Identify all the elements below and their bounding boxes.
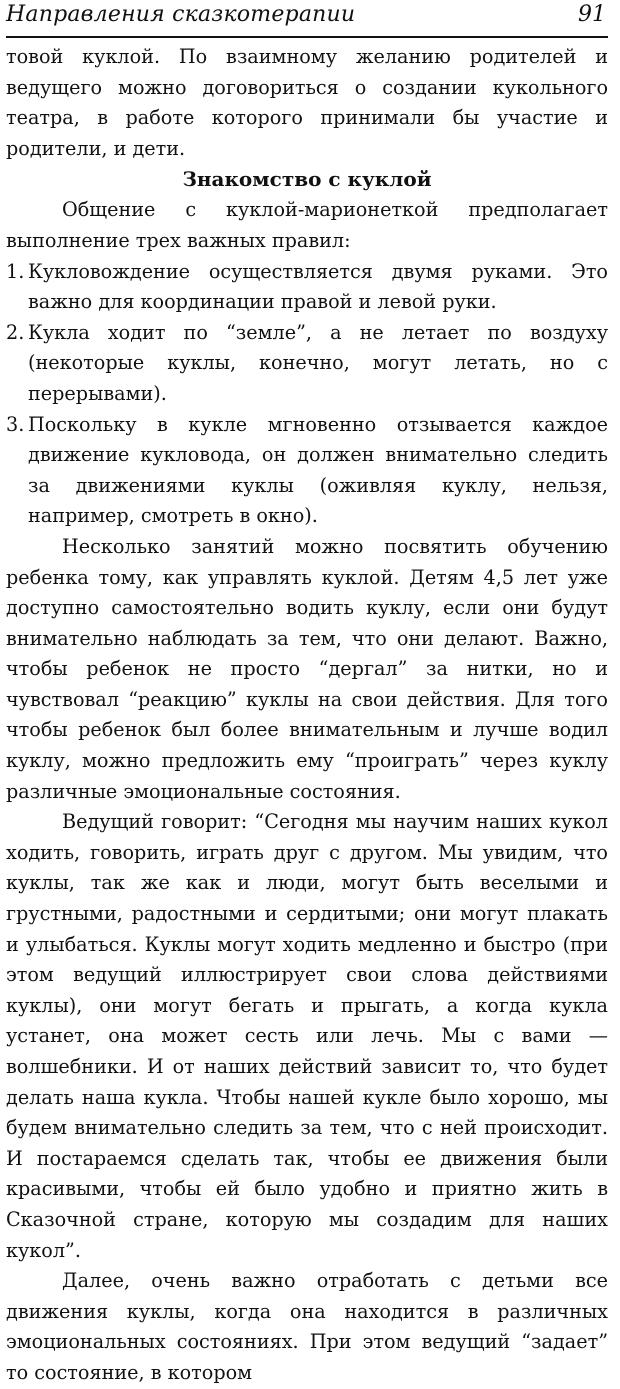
list-item-text: Поскольку в кукле мгновенно отзывается каждое движение кукловода, он должен внимательно следить за движениями куклы (оживляя куклу, нельзя, например, смотреть в окно). — [28, 412, 608, 528]
page-number: 91 — [578, 2, 606, 27]
list-item-number: 1. — [6, 259, 25, 283]
paragraph-rules-intro: Общение с куклой-марионеткой предполагает выполнение трех важных правил: — [6, 198, 608, 252]
list-item-text: Кукла ходит по “земле”, а не летает по воздуху (некоторые куклы, конечно, могут летать, но с перерывами). — [28, 320, 608, 405]
paragraph-continued: товой куклой. По взаимному желанию родителей и ведущего можно договориться о создании кукольного театра, в работе которого принимали бы участие и родители, и дети. — [6, 45, 608, 160]
list-item — [6, 257, 608, 318]
list-item — [6, 318, 608, 410]
rules-list — [6, 257, 608, 532]
paragraph-movements: Далее, очень важно отработать с детьми все движения куклы, когда она находится в различных эмоциональных состояниях. При этом ведущий “задает” то состояние, в котором — [6, 1269, 608, 1384]
body-text — [6, 42, 608, 1389]
running-head — [6, 0, 608, 38]
list-item-text: Кукловождение осуществляется двумя руками. Это важно для координации правой и левой руки. — [28, 259, 608, 314]
paragraph-leader-speech: Ведущий говорит: “Сегодня мы научим наших кукол ходить, говорить, играть друг с другом. Мы увидим, что куклы, так же как и люди, могут быть веселыми и грустными, радостными и сердитыми; они могут плакать и улыбаться. Куклы могут ходить медленно и быстро (при этом ведущий иллюстрирует свои слова действиями куклы), они могут бегать и прыгать, а когда кукла устанет, она может сесть или лечь. Мы с вами — волшебники. И от наших действий зависит то, что будет делать наша кукла. Чтобы нашей кукле было хорошо, мы будем внимательно следить за тем, что с ней происходит. И постараемся сделать так, чтобы ее движения были красивыми, чтобы ей было удобно и приятно жить в Сказочной стране, которую мы создадим для наших кукол”. — [6, 810, 608, 1262]
list-item-number: 3. — [6, 412, 25, 436]
list-item — [6, 410, 608, 532]
list-item-number: 2. — [6, 320, 25, 344]
running-head-title: Направления сказкотерапии — [6, 2, 356, 27]
paragraph-training: Несколько занятий можно посвятить обучению ребенка тому, как управлять куклой. Детям 4,5 лет уже доступно самостоятельно водить куклу, если они будут внимательно наблюдать за тем, что они делают. Важно, чтобы ребенок не просто “дергал” за нитки, но и чувствовал “реакцию” куклы на свои действия. Для того чтобы ребенок был более внимательным и лучше водил куклу, можно предложить ему “проиграть” через куклу различные эмоциональные состояния. — [6, 534, 608, 803]
section-heading: Знакомство с куклой — [182, 167, 432, 192]
